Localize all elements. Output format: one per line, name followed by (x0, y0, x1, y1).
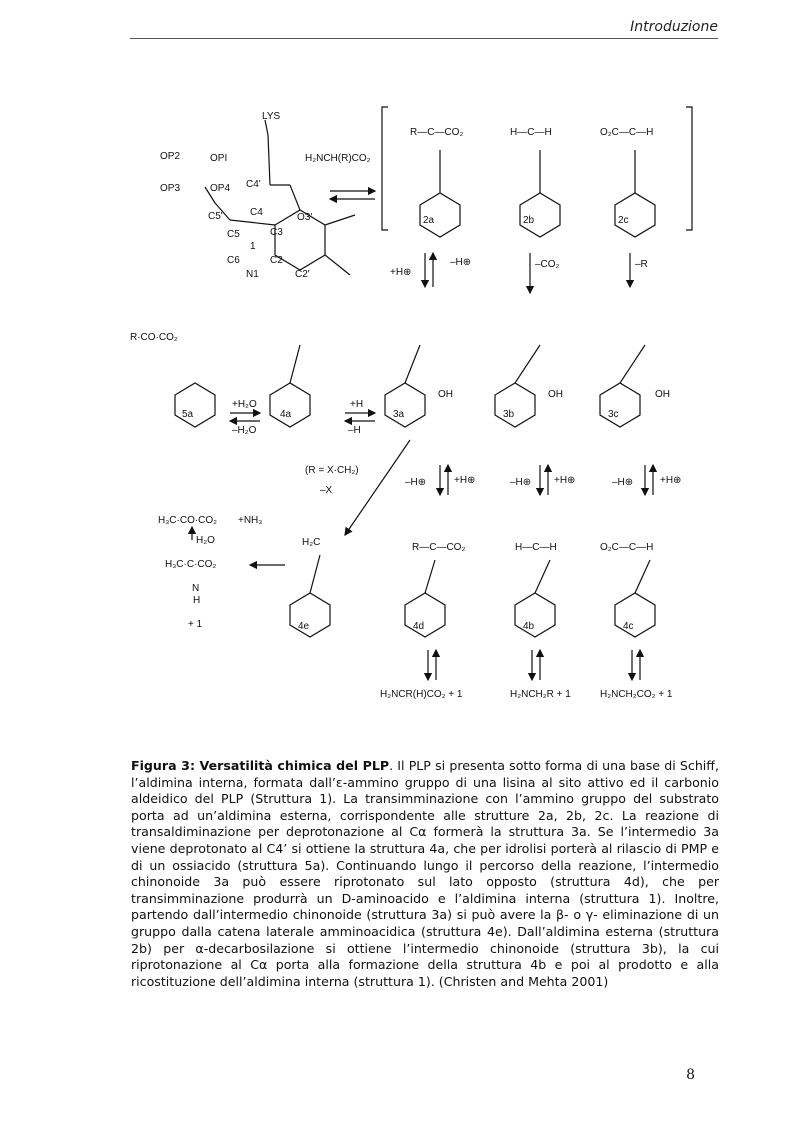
label-minus-h: –H (348, 425, 361, 436)
figure-caption (131, 758, 719, 990)
label-c4: C4 (250, 207, 263, 218)
label-c5p: C5' (208, 211, 223, 222)
label-h2c: H₂C (302, 537, 321, 548)
label-product-d-amino-acid: H₂NCR(H)CO₂ + 1 (380, 689, 463, 700)
label-hplus-3a: +H⊕ (454, 475, 476, 486)
label-n1: N1 (246, 269, 259, 280)
label-nh3: +NH₃ (238, 515, 263, 526)
label-2c: 2c (618, 215, 629, 226)
label-lys: LYS (262, 111, 281, 122)
label-4c-substituents: O₂C—C—H (600, 542, 654, 553)
page-number: 8 (686, 1067, 695, 1083)
label-iminoacid: H₃C·C·CO₂ (165, 559, 217, 570)
label-r-loss: –R (635, 259, 648, 270)
label-ring-1: 1 (250, 241, 256, 252)
label-4b: 4b (523, 621, 535, 632)
label-2a-substituents: R—C—CO₂ (410, 127, 464, 138)
label-4a: 4a (280, 409, 292, 420)
label-4d-substituents: R—C—CO₂ (412, 542, 466, 553)
label-3b: 3b (503, 409, 515, 420)
label-2c-substituents: O₂C—C—H (600, 127, 654, 138)
caption-body: . Il PLP si presenta sotto forma di una base di Schiff, l’aldimina interna, formata dall’ε-ammino gruppo di una lisina al sito attivo ed il carbonio aldeidico del PLP (Struttura 1). La transimminazione con l’ammino gruppo del substrato porta ad un’aldimina esterna, corrispondente alle strutture 2a, 2b, 2c. La reazione di transaldiminazione per deprotonazione al Cα formerà la struttura 3a. Se l’intermedio 3a viene deprotonato al C4’ si ottiene la struttura 4a, che per idrolisi porterà al rilascio di PMP e di un ossiacido (struttura 5a). Continuando lungo il percorso della reazione, l’intermedio chinonoide 3a può essere riprotonato sul lato opposto (struttura 4d), che per transimminazione produrrà un D-aminoacido e l’aldimina interna (struttura 1). Inoltre, partendo dall’intermedio chinonoide (struttura 3a) si può avere la β- o γ- eliminazione di un gruppo dalla catena laterale amminoacidica (struttura 4e). Dall’aldimina esterna (struttura 2b) per α-decarbosilazione si ottiene l’intermedio chinonoide (struttura 3b), la cui riprotonazione al Cα porta alla formazione della struttura 4b e poi al prodotto e alla ricostituzione dell’aldimina interna (struttura 1). (Christen and Mehta 2001) (131, 758, 719, 989)
label-h2o: H₂O (196, 535, 215, 546)
label-4b-substituents: H—C—H (515, 542, 557, 553)
label-3a: 3a (393, 409, 405, 420)
label-4d: 4d (413, 621, 425, 632)
label-oh-3b: OH (548, 389, 563, 400)
label-minus-h2o: –H₂O (232, 425, 257, 436)
caption-lead: Figura 3: Versatilità chimica del PLP (131, 758, 390, 773)
label-3c: 3c (608, 409, 619, 420)
label-rx: (R = X·CH₂) (305, 465, 359, 476)
figure-plp-reaction-scheme (120, 95, 700, 735)
running-header-title: Introduzione (630, 19, 718, 35)
plp-reaction-scheme (120, 95, 700, 735)
label-4e: 4e (298, 621, 310, 632)
label-product-glycine: H₂NCH₂CO₂ + 1 (600, 689, 673, 700)
label-o3: O3' (297, 212, 313, 223)
label-c6: C6 (227, 255, 240, 266)
label-plus-h: +H (350, 399, 364, 410)
header-rule (130, 38, 718, 39)
label-hminus-3b: –H⊕ (510, 477, 532, 488)
label-c2: C2 (270, 255, 283, 266)
label-oh-3a: OH (438, 389, 453, 400)
label-hminus-3c: –H⊕ (612, 477, 634, 488)
label-oh-3c: OH (655, 389, 670, 400)
label-hminus-row1: –H⊕ (450, 257, 472, 268)
label-co2-loss: –CO₂ (535, 259, 560, 270)
label-hplus-3b: +H⊕ (554, 475, 576, 486)
label-4c: 4c (623, 621, 634, 632)
label-imino-h: H (193, 595, 201, 606)
label-hplus-row1: +H⊕ (390, 267, 412, 278)
label-ketoacid: R·CO·CO₂ (130, 332, 178, 343)
label-2a: 2a (423, 215, 435, 226)
label-2b-substituents: H—C—H (510, 127, 552, 138)
label-substrate-amino-acid: H₂NCH(R)CO₂ (305, 153, 371, 164)
label-plus-1: + 1 (188, 619, 203, 630)
label-c5: C5 (227, 229, 240, 240)
label-hplus-3c: +H⊕ (660, 475, 682, 486)
label-minus-x: –X (320, 485, 333, 496)
label-op3: OP3 (160, 183, 181, 194)
label-plus-h2o: +H₂O (232, 399, 257, 410)
label-c3: C3 (270, 227, 283, 238)
label-pyruvate: H₃C·CO·CO₂ (158, 515, 218, 526)
label-5a: 5a (182, 409, 194, 420)
label-op2: OP2 (160, 151, 181, 162)
label-c2p: C2' (295, 269, 310, 280)
label-hminus-3a: –H⊕ (405, 477, 427, 488)
label-c4p: C4' (246, 179, 261, 190)
label-opi: OPI (210, 153, 228, 164)
label-imino-n: N (192, 583, 200, 594)
label-product-amine: H₂NCH₂R + 1 (510, 689, 571, 700)
label-op4: OP4 (210, 183, 231, 194)
label-2b: 2b (523, 215, 535, 226)
